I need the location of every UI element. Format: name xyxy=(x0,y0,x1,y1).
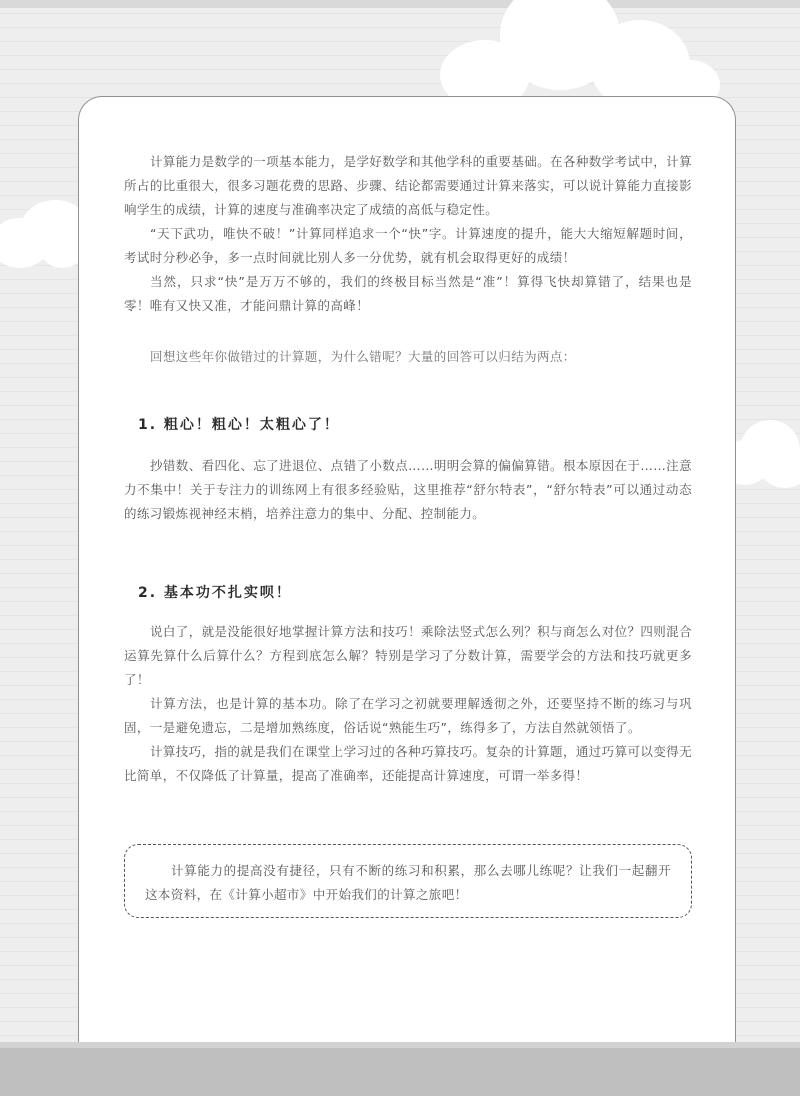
section-2-heading: 2. 基本功不扎实呗！ xyxy=(138,585,292,601)
section-2-paragraph-3: 计算技巧，指的就是我们在课堂上学习过的各种巧算技巧。复杂的计算题，通过巧算可以变得无比简单，不仅降低了计算量，提高了准确率，还能提高计算速度，可谓一举多得！ xyxy=(124,744,692,783)
section-2-body xyxy=(124,620,692,788)
cloud-top-right xyxy=(440,0,720,110)
section-2-paragraph-1: 说白了，就是没能很好地掌握计算方法和技巧！乘除法竖式怎么列？积与商怎么对位？四则混合运算先算什么后算什么？方程到底怎么解？特别是学习了分数计算，需要学会的方法和技巧就更多了！ xyxy=(124,624,692,687)
intro-paragraph-1: 计算能力是数学的一项基本能力，是学好数学和其他学科的重要基础。在各种数学考试中，计算所占的比重很大，很多习题花费的思路、步骤、结论都需要通过计算来落实，可以说计算能力直接影响学生的成绩，计算的速度与准确率决定了成绩的高低与稳定性。 xyxy=(124,154,692,217)
bottom-band xyxy=(0,1042,800,1096)
intro xyxy=(124,150,692,318)
section-1-heading: 1. 粗心！粗心！太粗心了！ xyxy=(138,417,340,433)
closing-note: 计算能力的提高没有捷径，只有不断的练习和积累，那么去哪儿练呢？让我们一起翻开这本资料，在《计算小超市》中开始我们的计算之旅吧！ xyxy=(145,863,671,902)
intro-paragraph-2: “天下武功，唯快不破！”计算同样追求一个“快”字。计算速度的提升，能大大缩短解题时间，考试时分秒必争，多一点时间就比别人多一分优势，就有机会取得更好的成绩！ xyxy=(124,226,692,265)
closing-note-box xyxy=(124,844,692,918)
cloud-left xyxy=(0,200,80,270)
section-2-paragraph-2: 计算方法，也是计算的基本功。除了在学习之初就要理解透彻之外，还要坚持不断的练习与巩固，一是避免遗忘，二是增加熟练度，俗话说“熟能生巧”，练得多了，方法自然就领悟了。 xyxy=(124,696,692,735)
question-line: 回想这些年你做错过的计算题，为什么错呢？大量的回答可以归结为两点： xyxy=(150,349,576,364)
intro-paragraph-3: 当然，只求“快”是万万不够的，我们的终极目标当然是“准”！算得飞快却算错了，结果也是零！唯有又快又准，才能问鼎计算的高峰！ xyxy=(124,274,692,313)
section-1-body: 抄错数、看四化、忘了进退位、点错了小数点……明明会算的偏偏算错。根本原因在于……注意力不集中！关于专注力的训练网上有很多经验贴，这里推荐“舒尔特表”，“舒尔特表”可以通过动态的练习锻炼视神经末梢，培养注意力的集中、分配、控制能力。 xyxy=(124,458,692,521)
